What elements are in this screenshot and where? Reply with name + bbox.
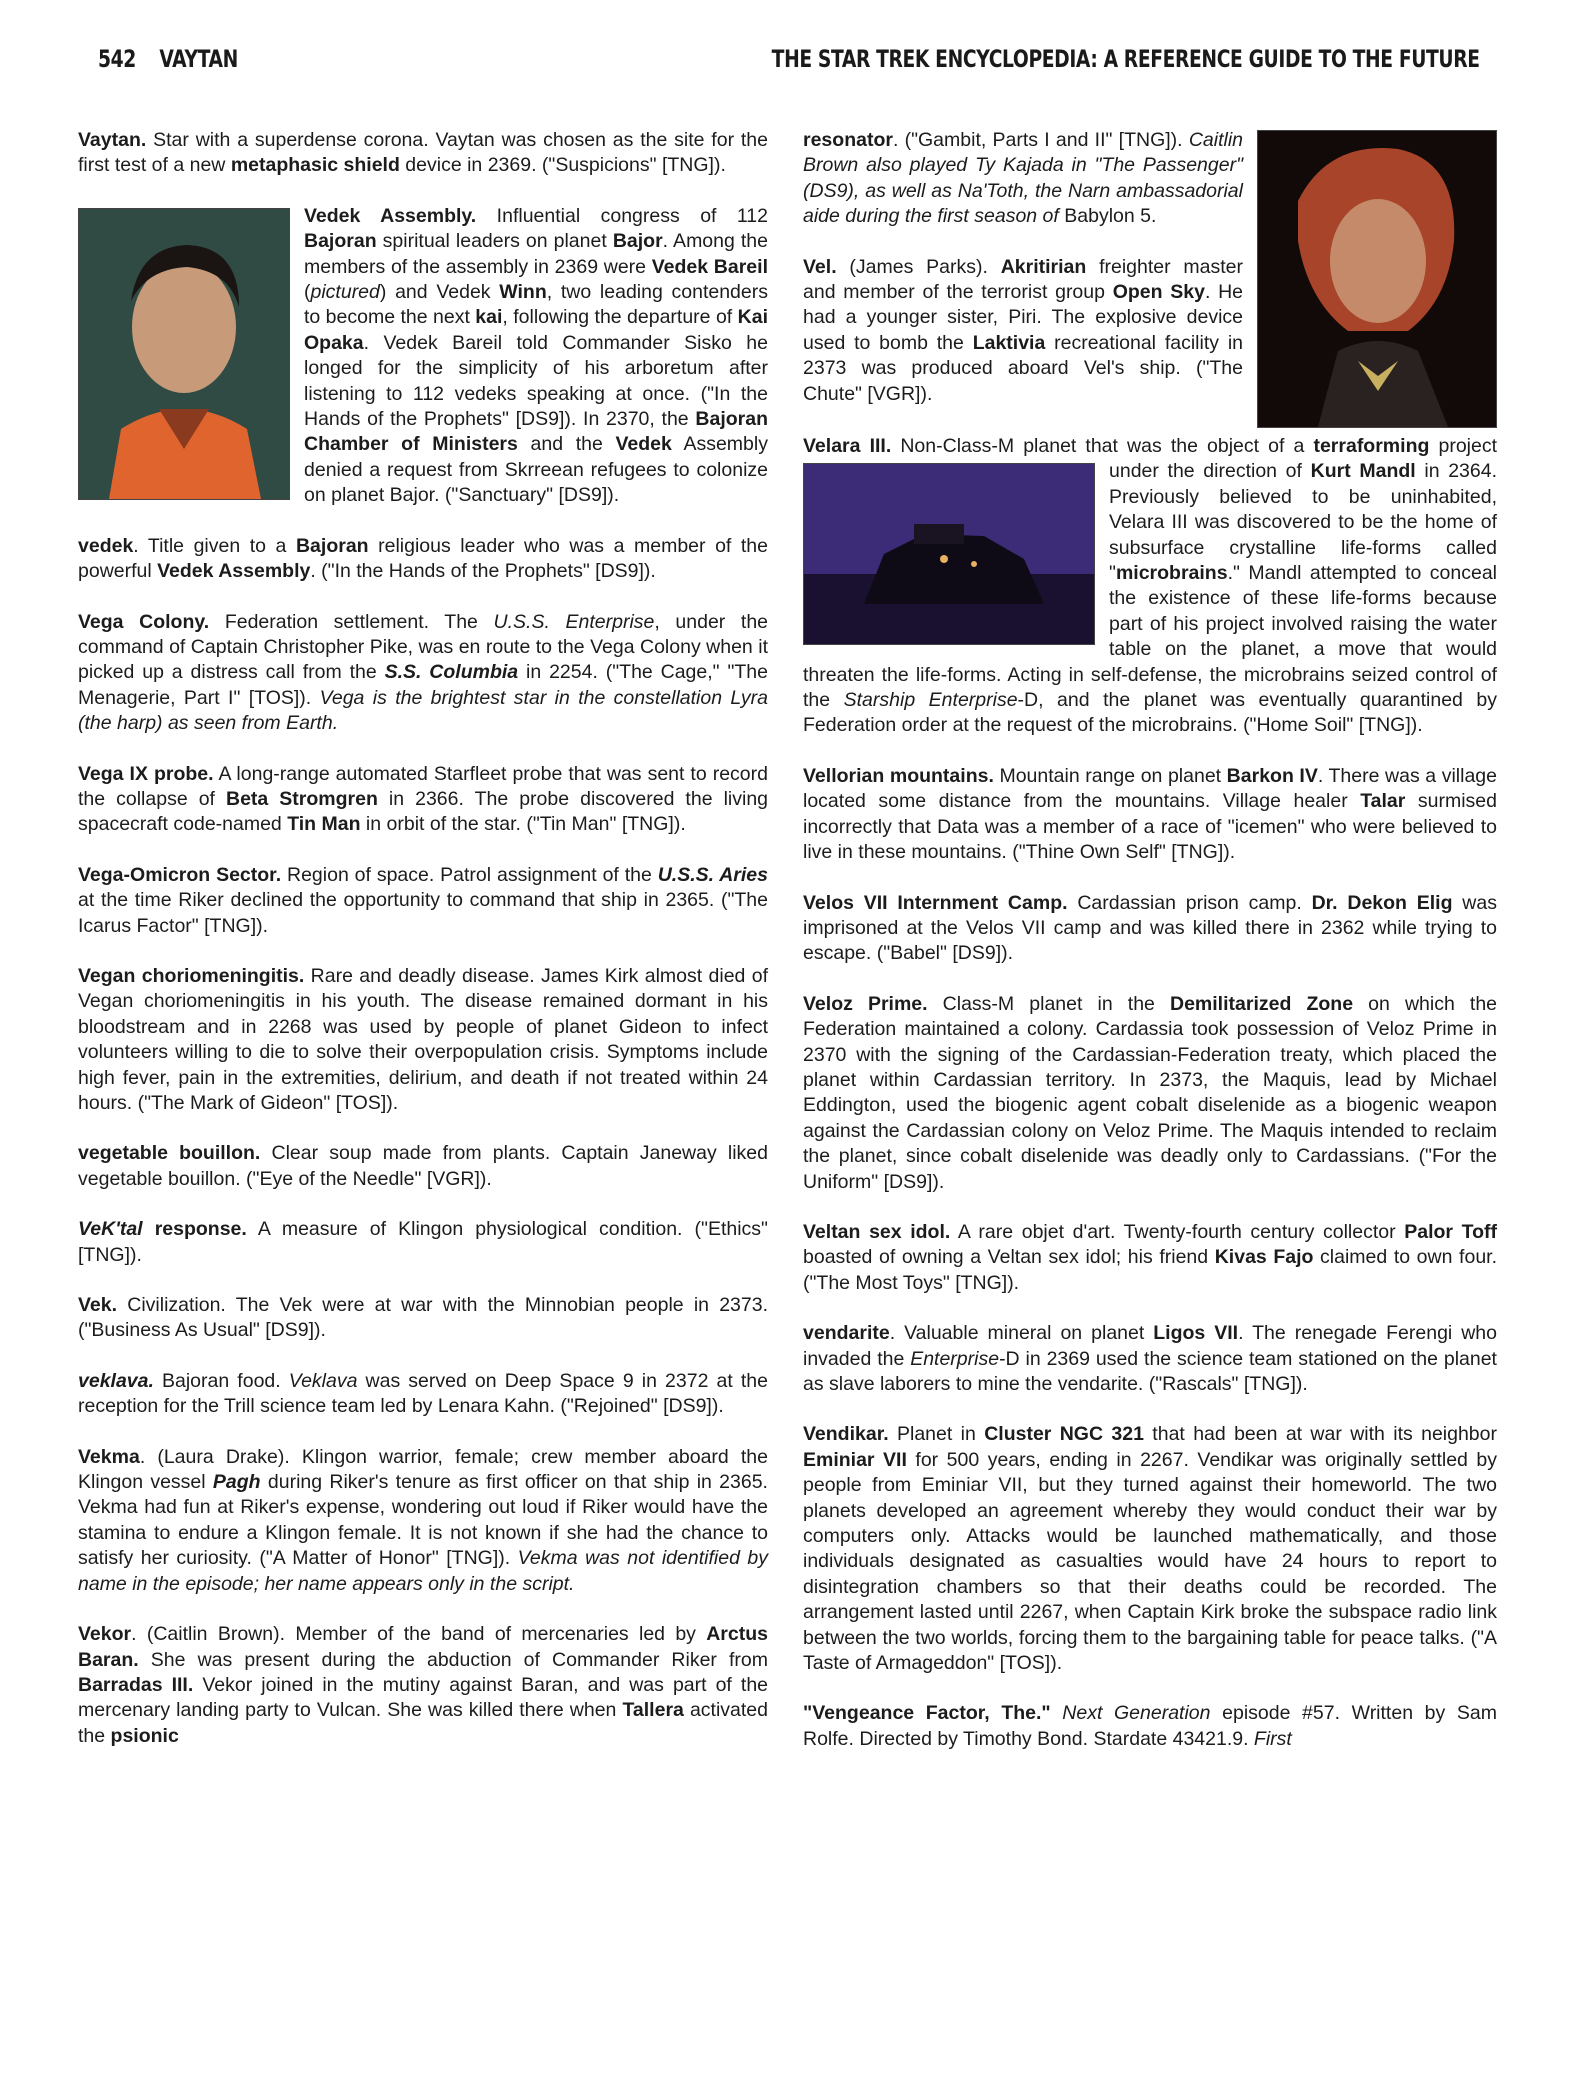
entry-vegan-choriomeningitis: Vegan choriomeningitis. Rare and deadly disease. James Kirk almost died of Vegan choriomeningitis in his youth. The disease remained dormant in his bloodstream and in 2268 was used by people of planet Gideon to infect volunteers willing to die to solve their overpopulation crisis. Symptoms include high fever, pain in the extremities, delirium, and death if not treated within 24 hours. ("The Mark of Gideon" [TOS]). [78, 964, 769, 1114]
entry-veklava: veklava. Bajoran food. Veklava was served on Deep Space 9 in 2372 at the reception for the Trill science team led by Lenara Kahn. ("Rejoined" [DS9]). [78, 1369, 768, 1418]
running-header-left [98, 36, 238, 82]
book-title: THE STAR TREK ENCYCLOPEDIA: A REFERENCE GUIDE TO THE FUTURE [772, 45, 1480, 73]
running-header-right [772, 36, 1480, 82]
velara-iii-photo [803, 463, 1095, 645]
entry-vega-omicron: Vega-Omicron Sector. Region of space. Patrol assignment of the U.S.S. Aries at the time Riker declined the opportunity to command that ship in 2365. ("The Icarus Factor" [TNG]). [78, 863, 769, 937]
entry-vedek-assembly: Vedek Assembly. Influential congress of 112 Bajoran spiritual leaders on planet Bajor. Among the members of the assembly in 2369 were Vedek Bareil (pictured) and Vedek Winn, two leading contenders to become the next kai, following the departure of Kai Opaka. Vedek Bareil told Commander Sisko he longed for the simplicity of his arboretum after listening to 112 vedeks speaking at once. ("In the Hands of the Prophets" [DS9]). In 2370, the Bajoran Chamber of Ministers and the Vedek Assembly denied a request from Skrreean refugees to colonize on planet Bajor. ("Sanctuary" [DS9]). [304, 204, 769, 507]
entry-vega-colony: Vega Colony. Federation settlement. The U.S.S. Enterprise, under the command of Captain Christopher Pike, was en route to the Vega Colony when it picked up a distress call from the S.S. Columbia in 2254. ("The Cage," "The Menagerie, Part I" [TOS]). Vega is the brightest star in the constellation Lyra (the harp) as seen from Earth. [78, 610, 769, 735]
entry-vedek: vedek. Title given to a Bajoran religious leader who was a member of the powerful Vedek Assembly. ("In the Hands of the Prophets" [DS9]). [78, 534, 768, 583]
entry-vengeance-factor: "Vengeance Factor, The." Next Generation episode #57. Written by Sam Rolfe. Directed by Timothy Bond. Stardate 43421.9. First [803, 1702, 1497, 1750]
page-number: 542 [98, 45, 136, 73]
entry-velara-iii: Velara III. Non-Class-M planet that was the object of a terraforming project under the direction of Kurt Mandl in 2364. Previously believed to be uninhabited, Velara III was discovered to be the home of subsurface crystalline life-forms called "microbrains." Mandl attempted to conceal the existence of these life-forms because part of his project involved raising the water table on the planet, a move that would threaten the life-forms. Acting in self-defense, the microbrains seized control of the Starship Enterprise-D, and the planet was eventually quarantined by Federation order at the request of the microbrains. ("Home Soil" [TNG]). [803, 435, 1498, 737]
entry-vegetable-bouillon: vegetable bouillon. Clear soup made from plants. Captain Janeway liked vegetable bouillon. ("Eye of the Needle" [VGR]). [78, 1142, 768, 1190]
section-word: VAYTAN [159, 45, 238, 73]
entry-vellorian-mountains: Vellorian mountains. Mountain range on planet Barkon IV. There was a village located some distance from the mountains. Village healer Talar surmised incorrectly that Data was a member of a race of "icemen" who were believed to live in these mountains. ("Thine Own Self" [TNG]). [803, 764, 1497, 864]
right-column [803, 128, 1497, 1777]
left-column [78, 128, 768, 1774]
entry-veloz-prime: Veloz Prime. Class-M planet in the Demilitarized Zone on which the Federation maintained a colony. Cardassia took possession of Veloz Prime in 2370 with the signing of the Cardassian-Federation treaty, which placed the planet within Cardassian territory. In 2373, the Maquis, lead by Michael Eddington, used the biogenic agent cobalt diselenide as a biogenic weapon against the Cardassian colony on Veloz Prime. The Maquis intended to reclaim the planet, since cobalt diselenide was deadly only to Cardassians. ("For the Uniform" [DS9]). [803, 992, 1498, 1193]
entry-vekor: Vekor. (Caitlin Brown). Member of the band of mercenaries led by Arctus Baran. She was present during the abduction of Commander Riker from Barradas III. Vekor joined in the mutiny against Baran, and was part of the mercenary landing party to Vulcan. She was killed there when Tallera activated the psionic [78, 1623, 769, 1747]
caitlin-brown-photo [1257, 130, 1497, 428]
entry-veltan-sex-idol: Veltan sex idol. A rare objet d'art. Twenty-fourth century collector Palor Toff boasted of owning a Veltan sex idol; his friend Kivas Fajo claimed to own four. ("The Most Toys" [TNG]). [803, 1220, 1497, 1294]
entry-vendikar: Vendikar. Planet in Cluster NGC 321 that had been at war with its neighbor Eminiar VII for 500 years, ending in 2267. Vendikar was originally settled by people from Eminiar VII, but they turned against their homeworld. The two planets developed an agreement whereby they would conduct their war by computers only. Attacks would be launched mathematically, and those individuals designated as casualties would have 24 hours to report to disintegration chambers so that their deaths could be recorded. The arrangement lasted until 2267, when Captain Kirk broke the subspace radio link between the two worlds, forcing them to the bargaining table for peace talks. ("A Taste of Armageddon" [TOS]). [803, 1423, 1497, 1675]
entry-resonator-continued: resonator. ("Gambit, Parts I and II" [TNG]). Caitlin Brown also played Ty Kajada in "The Passenger" (DS9), as well as Na'Toth, the Narn ambassadorial aide during the first season of Babylon 5. [803, 129, 1243, 228]
entry-vek: Vek. Civilization. The Vek were at war with the Minnobian people in 2373. ("Business As Usual" [DS9]). [78, 1294, 768, 1342]
entry-vega-ix-probe: Vega IX probe. A long-range automated Starfleet probe that was sent to record the collapse of Beta Stromgren in 2366. The probe discovered the living spacecraft code-named Tin Man in orbit of the star. ("Tin Man" [TNG]). [78, 762, 769, 836]
entry-vekma: Vekma. (Laura Drake). Klingon warrior, female; crew member aboard the Klingon vessel Pagh during Riker's tenure as first officer on that ship in 2365. Vekma had fun at Riker's expense, wondering out loud if Riker would have the stamina to endure a Klingon female. It is not known if she had the chance to satisfy her curiosity. ("A Matter of Honor" [TNG]). Vekma was not identified by name in the episode; her name appears only in the script. [78, 1445, 768, 1595]
entry-vektal-response: VeK'tal response. A measure of Klingon physiological condition. ("Ethics" [TNG]). [78, 1218, 768, 1266]
entry-vel: Vel. (James Parks). Akritirian freighter master and member of the terrorist group Open Sky. He had a younger sister, Piri. The explosive device used to bomb the Laktivia recreational facility in 2373 was produced aboard Vel's ship. ("The Chute" [VGR]). [803, 255, 1244, 405]
entry-velos-vii: Velos VII Internment Camp. Cardassian prison camp. Dr. Dekon Elig was imprisoned at the Velos VII camp and was killed there in 2362 while trying to escape. ("Babel" [DS9]). [803, 891, 1497, 965]
entry-vendarite: vendarite. Valuable mineral on planet Ligos VII. The renegade Ferengi who invaded the Enterprise-D in 2369 used the science team stationed on the planet as slave laborers to mine the vendarite. ("Rascals" [TNG]). [803, 1322, 1497, 1395]
entry-vaytan: Vaytan. Star with a superdense corona. Vaytan was chosen as the site for the first test of a new metaphasic shield device in 2369. ("Suspicions" [TNG]). [78, 129, 768, 177]
vedek-bareil-photo [78, 208, 290, 500]
